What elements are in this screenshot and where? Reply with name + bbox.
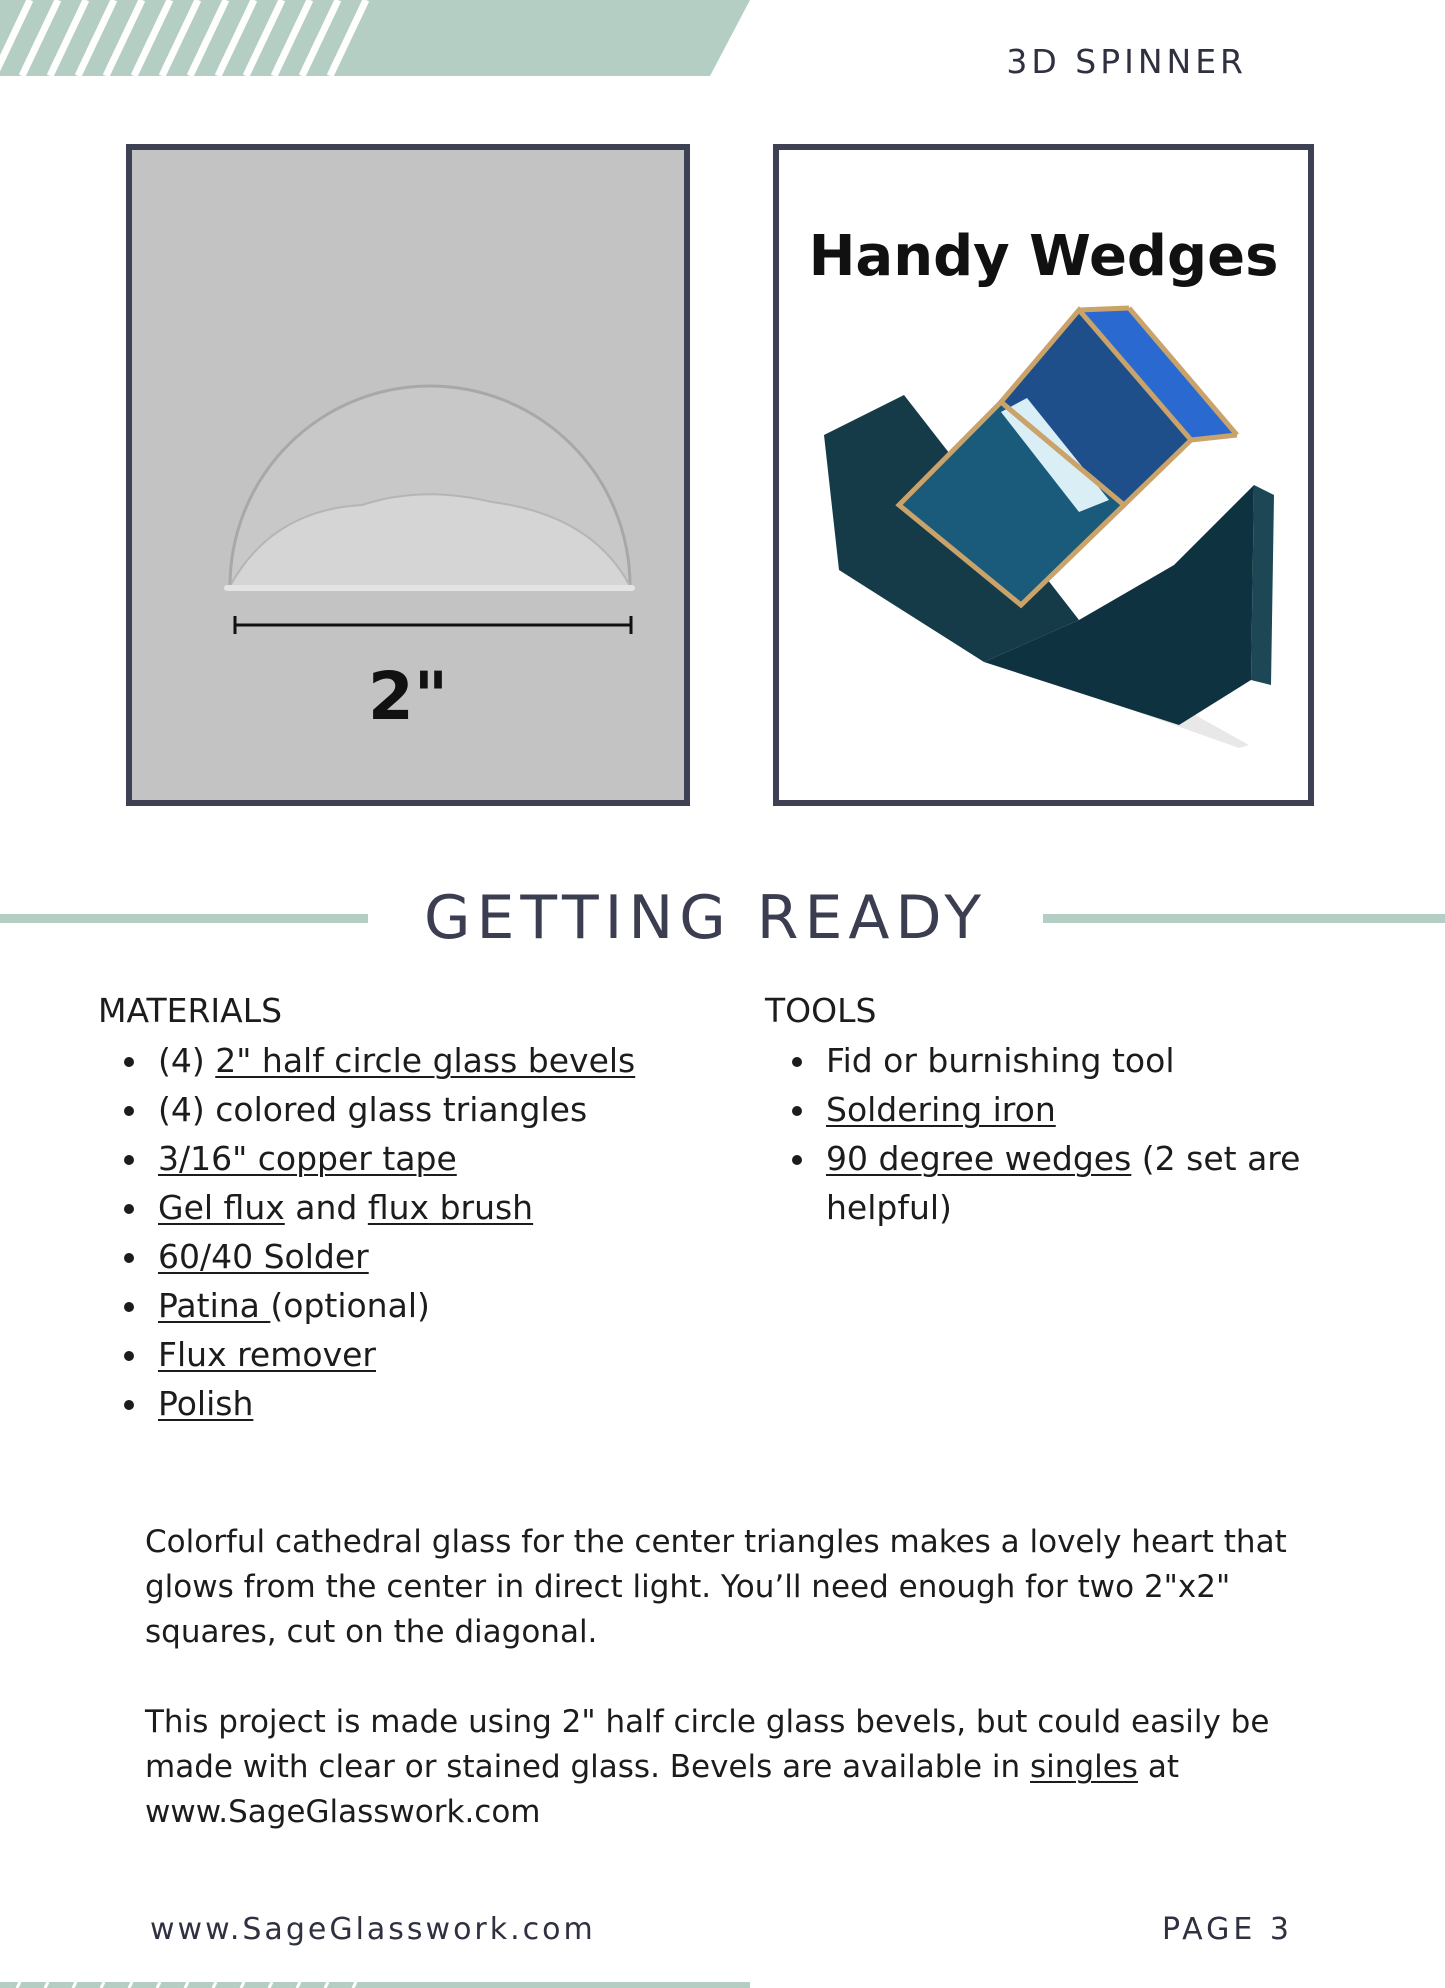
list-item <box>100 1330 700 1379</box>
item-link[interactable]: flux brush <box>367 1188 534 1227</box>
list-item <box>100 1134 700 1183</box>
tools-title: TOOLS <box>765 991 877 1030</box>
paragraph-bevel-note <box>145 1700 1295 1835</box>
item-link[interactable]: Soldering iron <box>826 1090 1056 1129</box>
list-item <box>768 1036 1328 1085</box>
list-item <box>100 1183 700 1232</box>
item-link[interactable]: 60/40 Solder <box>158 1237 369 1276</box>
list-item <box>768 1134 1328 1232</box>
footer-website[interactable]: www.SageGlasswork.com <box>150 1912 596 1947</box>
page-number: PAGE 3 <box>1162 1912 1293 1947</box>
materials-list <box>100 1036 700 1428</box>
footer-stripe <box>0 1982 750 1988</box>
list-item <box>100 1232 700 1281</box>
heading-rule-left <box>0 914 368 923</box>
list-item <box>768 1085 1328 1134</box>
handy-wedges-image <box>773 144 1314 806</box>
materials-title: MATERIALS <box>98 991 283 1030</box>
item-text: Fid or burnishing tool <box>826 1041 1175 1080</box>
paragraph-text: at www.SageGlasswork.com <box>145 1749 1179 1830</box>
item-text: (4) <box>158 1041 216 1080</box>
half-circle-bevel-image <box>126 144 690 806</box>
item-link[interactable]: 2" half circle glass bevels <box>215 1041 636 1080</box>
section-heading: GETTING READY <box>423 883 987 953</box>
item-text: (2 set are helpful) <box>826 1139 1301 1227</box>
wedges-title: Handy Wedges <box>808 224 1279 289</box>
item-link[interactable]: Polish <box>158 1384 254 1423</box>
tools-list <box>768 1036 1328 1232</box>
item-text: (4) colored glass triangles <box>158 1090 588 1129</box>
list-item <box>100 1281 700 1330</box>
item-link[interactable]: Patina <box>158 1286 271 1325</box>
list-item <box>100 1036 700 1085</box>
item-link[interactable]: 90 degree wedges <box>826 1139 1132 1178</box>
header-stripe-band <box>0 0 750 76</box>
item-link[interactable]: Flux remover <box>158 1335 376 1374</box>
dimension-label: 2" <box>367 658 449 735</box>
list-item <box>100 1085 700 1134</box>
wedges-illustration <box>779 150 1308 800</box>
item-link[interactable]: 3/16" copper tape <box>158 1139 457 1178</box>
item-text: and <box>284 1188 368 1227</box>
paragraph-text: This project is made using 2" half circle glass bevels, but could easily be made with clear or stained glass. Bevels are available in <box>145 1704 1270 1785</box>
heading-rule-right <box>1043 914 1445 923</box>
singles-link[interactable]: singles <box>1030 1749 1138 1785</box>
list-item <box>100 1379 700 1428</box>
item-text: (optional) <box>270 1286 430 1325</box>
paragraph-glass-note: Colorful cathedral glass for the center triangles makes a lovely heart that glows from the center in direct light. You’ll need enough for two 2"x2" squares, cut on the diagonal. <box>145 1524 1287 1650</box>
document-title: 3D SPINNER <box>1006 42 1247 81</box>
item-link[interactable]: Gel flux <box>158 1188 285 1227</box>
